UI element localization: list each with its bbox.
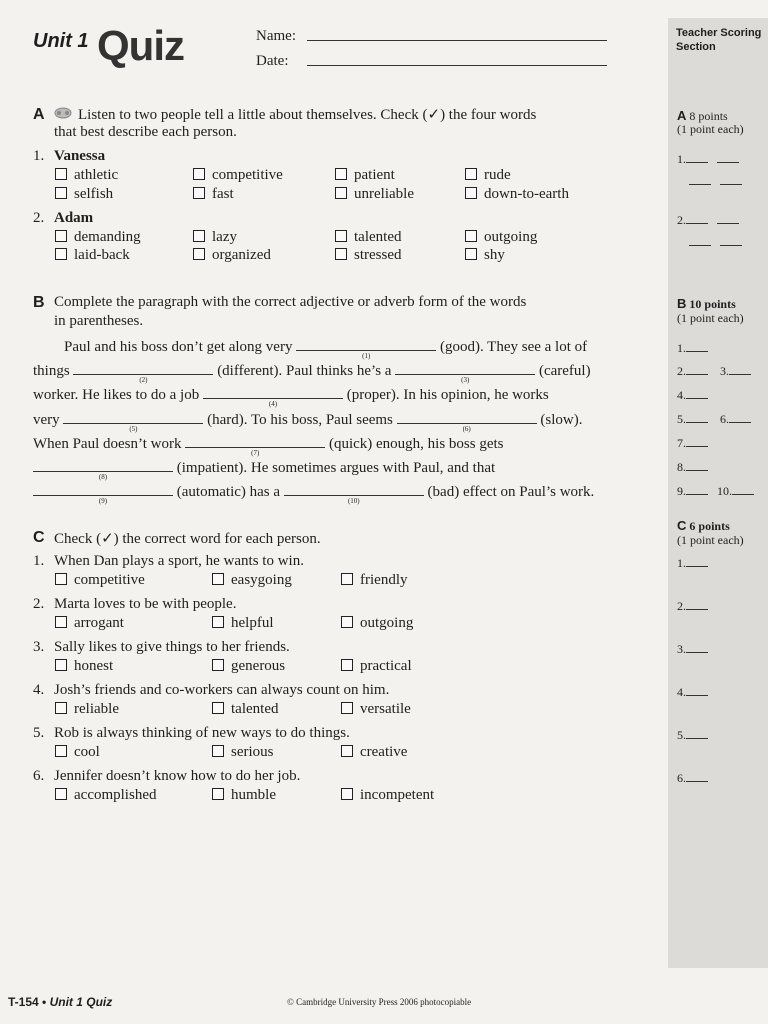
answer-blank[interactable] xyxy=(395,361,535,384)
date-line[interactable] xyxy=(307,65,607,66)
sidebar-c-points: C 6 points xyxy=(677,518,730,533)
section-a-instruction-1: Listen to two people tell a little about themselves. Check (✓) the four words xyxy=(78,107,537,123)
name-line[interactable] xyxy=(307,40,607,41)
checkbox[interactable] xyxy=(193,187,205,199)
paragraph-text: (impatient). He sometimes argues with Paul, and that xyxy=(176,460,496,476)
checkbox[interactable] xyxy=(341,659,353,671)
checkbox[interactable] xyxy=(335,168,347,180)
checkbox[interactable] xyxy=(55,248,67,260)
question-number: 3. xyxy=(33,639,45,655)
checkbox-option[interactable]: lazy xyxy=(193,229,237,246)
paragraph-text: (slow). xyxy=(540,412,583,428)
checkbox[interactable] xyxy=(341,788,353,800)
section-b-instruction-1: Complete the paragraph with the correct adjective or adverb form of the words xyxy=(54,294,527,310)
checkbox[interactable] xyxy=(465,248,477,260)
checkbox[interactable] xyxy=(335,187,347,199)
checkbox[interactable] xyxy=(212,745,224,757)
quiz-title: Quiz xyxy=(97,22,184,69)
checkbox[interactable] xyxy=(55,616,67,628)
checkbox[interactable] xyxy=(465,230,477,242)
paragraph-text: (different). Paul thinks he’s a xyxy=(217,363,392,379)
paragraph-text: (proper). In his opinion, he works xyxy=(346,387,549,403)
checkbox[interactable] xyxy=(465,168,477,180)
checkbox-option[interactable]: demanding xyxy=(55,229,141,246)
checkbox[interactable] xyxy=(55,230,67,242)
score-line[interactable]: 1. xyxy=(677,152,739,167)
paragraph-text: (automatic) has a xyxy=(176,484,281,500)
score-line[interactable]: 5. 6. xyxy=(677,412,751,427)
answer-blank[interactable] xyxy=(73,361,213,384)
section-c-letter: C xyxy=(33,529,45,546)
blank-number: (2) xyxy=(139,376,148,384)
checkbox[interactable] xyxy=(55,702,67,714)
answer-blank[interactable] xyxy=(185,434,325,457)
answer-blank[interactable] xyxy=(296,337,436,360)
question-text: Josh’s friends and co-workers can always count on him. xyxy=(54,682,390,698)
paragraph-line xyxy=(33,410,583,433)
checkbox-option[interactable]: shy xyxy=(465,247,505,264)
sidebar-c-each: (1 point each) xyxy=(677,533,744,547)
checkbox-option[interactable]: humble xyxy=(212,787,276,804)
paragraph-text: things xyxy=(33,363,70,379)
blank-number: (4) xyxy=(268,400,278,408)
paragraph-text: (hard). To his boss, Paul seems xyxy=(207,412,393,428)
checkbox[interactable] xyxy=(335,248,347,260)
checkbox-option[interactable]: versatile xyxy=(341,701,411,718)
person-name: Vanessa xyxy=(54,148,106,164)
checkbox[interactable] xyxy=(341,616,353,628)
checkbox[interactable] xyxy=(335,230,347,242)
person-name: Adam xyxy=(54,210,94,226)
question-number: 6. xyxy=(33,768,45,784)
blank-number: (5) xyxy=(129,425,138,433)
blank-number: (9) xyxy=(98,497,108,505)
checkbox-option[interactable]: cool xyxy=(55,744,100,761)
paragraph-text: When Paul doesn’t work xyxy=(33,436,182,452)
checkbox-option[interactable]: arrogant xyxy=(55,615,124,632)
paragraph-line xyxy=(33,361,591,384)
checkbox[interactable] xyxy=(212,616,224,628)
checkbox[interactable] xyxy=(193,168,205,180)
checkbox-option[interactable]: patient xyxy=(335,167,395,184)
question-number: 4. xyxy=(33,682,45,698)
sidebar-a-points: A 8 points xyxy=(677,108,728,123)
question-text: Jennifer doesn’t know how to do her job. xyxy=(54,768,301,784)
checkbox-option[interactable]: outgoing xyxy=(341,615,413,632)
checkbox[interactable] xyxy=(212,788,224,800)
paragraph-text: worker. He likes to do a job xyxy=(33,387,200,403)
paragraph-line xyxy=(33,482,595,505)
answer-blank[interactable] xyxy=(33,458,173,481)
checkbox[interactable] xyxy=(193,230,205,242)
question-text: Rob is always thinking of new ways to do things. xyxy=(54,725,350,741)
score-line[interactable]: 9. 10. xyxy=(677,484,754,499)
checkbox[interactable] xyxy=(55,659,67,671)
sidebar-b-each: (1 point each) xyxy=(677,311,744,325)
checkbox[interactable] xyxy=(193,248,205,260)
date-label: Date: xyxy=(256,53,289,69)
section-b-instruction-2: in parentheses. xyxy=(54,313,144,329)
score-line[interactable]: 7. xyxy=(677,436,708,451)
checkbox[interactable] xyxy=(341,745,353,757)
checkbox-option[interactable]: stressed xyxy=(335,247,402,264)
score-line[interactable]: 5. xyxy=(677,728,708,743)
checkbox-option[interactable]: laid-back xyxy=(55,247,130,264)
answer-blank[interactable] xyxy=(284,482,424,505)
checkbox-option[interactable]: athletic xyxy=(55,167,118,184)
checkbox-option[interactable]: competitive xyxy=(193,167,283,184)
score-line[interactable]: 4. xyxy=(677,685,708,700)
checkbox-option[interactable]: generous xyxy=(212,658,285,675)
blank-number: (10) xyxy=(347,497,360,505)
blank-number: (7) xyxy=(251,449,260,457)
answer-blank[interactable] xyxy=(397,410,537,433)
paragraph-line xyxy=(33,434,504,457)
checkbox-option[interactable]: serious xyxy=(212,744,274,761)
paragraph-line xyxy=(33,385,549,408)
checkbox-option[interactable]: outgoing xyxy=(465,229,537,246)
question-text: When Dan plays a sport, he wants to win. xyxy=(54,553,304,569)
paragraph-line xyxy=(33,458,496,481)
question-number: 1. xyxy=(33,553,45,569)
blank-number: (6) xyxy=(462,425,471,433)
paragraph-text: (bad) effect on Paul’s work. xyxy=(427,484,595,500)
score-line[interactable] xyxy=(689,235,742,250)
score-line[interactable]: 1. xyxy=(677,556,708,571)
checkbox[interactable] xyxy=(465,187,477,199)
paragraph-text: very xyxy=(33,412,60,428)
page-number: T-154 • Unit 1 Quiz xyxy=(8,995,113,1009)
score-line[interactable]: 2. 3. xyxy=(677,364,751,379)
paragraph-text: (careful) xyxy=(538,363,591,379)
checkbox-option[interactable]: easygoing xyxy=(212,572,292,589)
question-number: 5. xyxy=(33,725,45,741)
section-a-instruction-2: that best describe each person. xyxy=(54,124,237,140)
question-text: Sally likes to give things to her friends. xyxy=(54,639,290,655)
score-line[interactable]: 4. xyxy=(677,388,708,403)
checkbox-option[interactable]: down-to-earth xyxy=(465,186,569,203)
checkbox[interactable] xyxy=(341,702,353,714)
paragraph-text: Paul and his boss don’t get along very xyxy=(64,339,293,355)
answer-blank[interactable] xyxy=(33,482,173,505)
blank-number: (8) xyxy=(98,473,108,481)
sidebar-b-points: B 10 points xyxy=(677,296,736,311)
checkbox[interactable] xyxy=(55,788,67,800)
checkbox-option[interactable]: organized xyxy=(193,247,271,264)
checkbox-option[interactable]: fast xyxy=(193,186,234,203)
checkbox[interactable] xyxy=(212,702,224,714)
name-label: Name: xyxy=(256,28,296,44)
checkbox-option[interactable]: rude xyxy=(465,167,511,184)
checkbox-option[interactable]: talented xyxy=(212,701,278,718)
checkbox[interactable] xyxy=(55,168,67,180)
paragraph-line xyxy=(64,337,588,360)
answer-blank[interactable] xyxy=(203,385,343,408)
score-line[interactable]: 3. xyxy=(677,642,708,657)
checkbox-option[interactable]: helpful xyxy=(212,615,274,632)
unit-label: Unit 1 xyxy=(33,30,89,52)
checkbox-option[interactable]: friendly xyxy=(341,572,407,589)
score-line[interactable]: 1. xyxy=(677,341,708,356)
copyright: © Cambridge University Press 2006 photocopiable xyxy=(287,997,472,1007)
checkbox-option[interactable]: accomplished xyxy=(55,787,156,804)
question-text: Marta loves to be with people. xyxy=(54,596,237,612)
section-c-instruction: Check (✓) the correct word for each person. xyxy=(54,531,321,547)
score-line[interactable] xyxy=(689,174,742,189)
checkbox[interactable] xyxy=(55,745,67,757)
paragraph-text: (quick) enough, his boss gets xyxy=(328,436,504,452)
checkbox-option[interactable]: honest xyxy=(55,658,113,675)
blank-number: (3) xyxy=(461,376,470,384)
score-line[interactable]: 2. xyxy=(677,599,708,614)
section-b-letter: B xyxy=(33,294,45,311)
score-line[interactable]: 2. xyxy=(677,213,739,228)
checkbox-option[interactable]: talented xyxy=(335,229,401,246)
blank-number: (1) xyxy=(362,352,371,360)
paragraph-text: (good). They see a lot of xyxy=(439,339,588,355)
score-line[interactable]: 6. xyxy=(677,771,708,786)
answer-blank[interactable] xyxy=(63,410,203,433)
checkbox-option[interactable]: practical xyxy=(341,658,412,675)
checkbox-option[interactable]: incompetent xyxy=(341,787,434,804)
score-line[interactable]: 8. xyxy=(677,460,708,475)
checkbox[interactable] xyxy=(55,573,67,585)
section-a-letter: A xyxy=(33,106,45,123)
question-number: 2. xyxy=(33,596,45,612)
checkbox-option[interactable]: reliable xyxy=(55,701,119,718)
sidebar-a-each: (1 point each) xyxy=(677,122,744,136)
checkbox-option[interactable]: competitive xyxy=(55,572,145,589)
checkbox[interactable] xyxy=(55,187,67,199)
checkbox[interactable] xyxy=(212,659,224,671)
sidebar-title: Teacher Scoring Section xyxy=(676,27,762,53)
checkbox[interactable] xyxy=(341,573,353,585)
checkbox-option[interactable]: creative xyxy=(341,744,407,761)
checkbox-option[interactable]: selfish xyxy=(55,186,113,203)
person-number: 1. xyxy=(33,148,45,164)
checkbox[interactable] xyxy=(212,573,224,585)
audio-icon xyxy=(54,106,72,118)
checkbox-option[interactable]: unreliable xyxy=(335,186,414,203)
person-number: 2. xyxy=(33,210,45,226)
